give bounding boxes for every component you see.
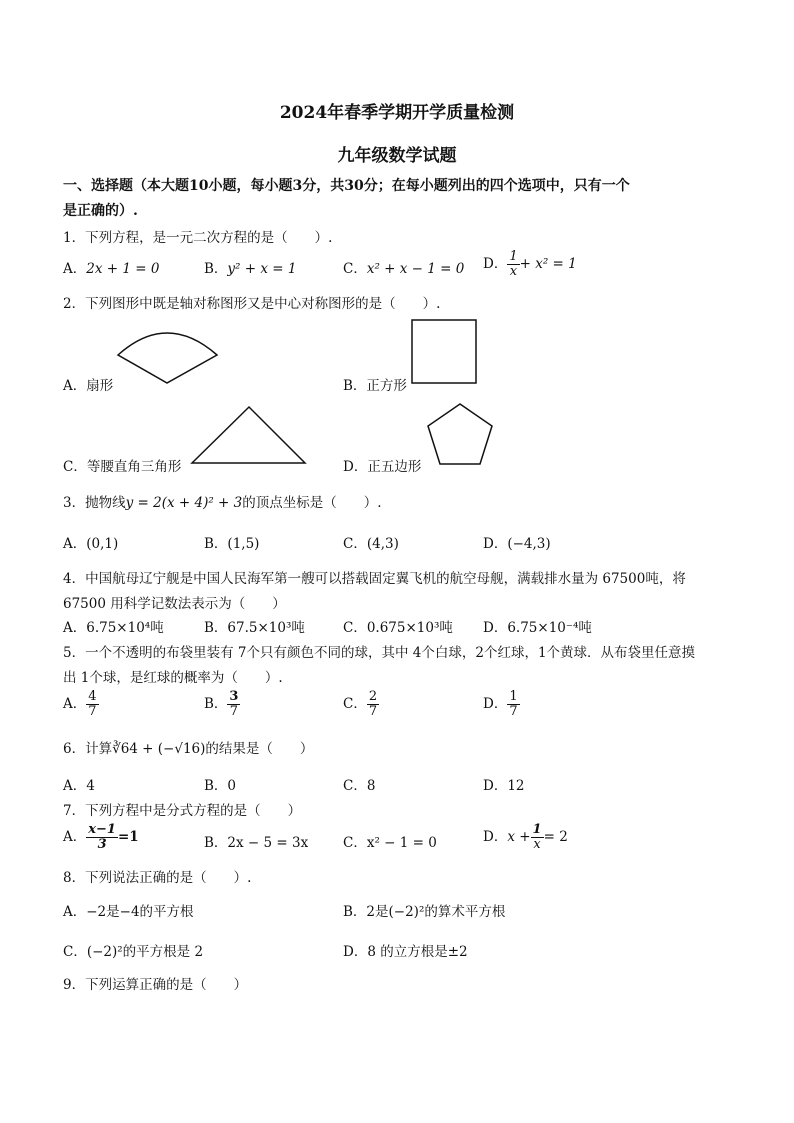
q3-option-d [483, 532, 551, 552]
q1-option-d-expr: + x² = 1 [519, 256, 577, 272]
q5-option-d [483, 690, 520, 719]
section-heading-line1: 一、选择题（本大题10小题，每小题3分，共30分；在每小题列出的四个选项中，只有一个 [63, 178, 630, 194]
q2-option-a: A．扇形 [63, 378, 114, 394]
q5-option-a-fraction [86, 690, 98, 719]
isosceles-right-triangle-figure [190, 404, 308, 466]
question-4-stem-line1: 4．中国航母辽宁舰是中国人民海军第一艘可以搭载固定翼飞机的航空母舰，满载排水量为 67500吨，将 [63, 571, 686, 587]
q2-option-d: D．正五边形 [343, 459, 422, 475]
q5-a-denominator: 7 [88, 704, 97, 719]
q6-option-b: B．0 [204, 778, 237, 794]
question-2-stem: 2．下列图形中既是轴对称图形又是中心对称图形的是（ ）. [63, 296, 441, 312]
q7-option-d-fraction [531, 823, 544, 852]
question-8-stem: 8．下列说法正确的是（ ）. [63, 870, 252, 886]
q1-option-a [63, 257, 159, 277]
q2-option-c: C．等腰直角三角形 [63, 459, 182, 475]
q6-option-a: A．4 [63, 778, 95, 794]
question-9-stem: 9．下列运算正确的是（ ） [63, 977, 248, 993]
q6-stem-expr: ∛64 + (−√16) [112, 741, 206, 757]
q1-option-d-fraction [507, 250, 519, 279]
square-figure [411, 319, 477, 385]
question-6-stem [63, 737, 313, 757]
q3-option-a-value: (0,1) [86, 536, 119, 552]
q5-option-c-label: C． [343, 696, 367, 712]
q7-option-d [483, 823, 568, 852]
q5-b-numerator: 3 [229, 689, 239, 704]
q3-stem-post: 的顶点坐标是（ ）. [242, 495, 382, 511]
q5-d-numerator: 1 [509, 689, 518, 704]
sector-figure [115, 323, 220, 386]
regular-pentagon-figure [426, 402, 494, 466]
q5-option-c-fraction [367, 690, 379, 719]
q3-option-b-value: (1,5) [227, 536, 260, 552]
question-1-stem: 1．下列方程，是一元二次方程的是（ ）. [63, 230, 333, 246]
q1-option-b-expr: y² + x = 1 [227, 261, 297, 277]
q5-a-numerator: 4 [88, 689, 97, 704]
sector-outline [118, 333, 217, 383]
q6-option-c: C．8 [343, 778, 376, 794]
q1-option-d-label: D． [483, 256, 508, 272]
q4-option-b: B．67.5×10³吨 [204, 620, 305, 636]
q5-option-c [343, 690, 379, 719]
q1-option-b-label: B． [204, 261, 228, 277]
q7-d-denominator: x [533, 837, 541, 852]
q3-option-c-label: C． [343, 536, 367, 552]
q7-a-denominator: 3 [97, 837, 107, 852]
q2-option-b: B．正方形 [343, 378, 407, 394]
q5-option-b [204, 690, 240, 719]
question-4-stem-line2: 67500 用科学记数法表示为（ ） [63, 596, 286, 612]
q1-d-numerator: 1 [509, 249, 518, 264]
q4-option-d: D．6.75×10⁻⁴吨 [483, 620, 592, 636]
q5-option-a [63, 690, 99, 719]
q1-d-denominator: x [509, 264, 518, 279]
question-5-stem-line1: 5．一个不透明的布袋里装有 7个只有颜色不同的球，其中 4个白球，2个红球，1个黄球．从布袋里任意摸 [63, 645, 696, 661]
q1-option-c-expr: x² + x − 1 = 0 [366, 261, 465, 277]
q7-option-b: B．2x − 5 = 3x [204, 835, 309, 851]
question-3-stem [63, 491, 382, 511]
q4-option-c: C．0.675×10³吨 [343, 620, 453, 636]
q1-option-c [343, 257, 464, 277]
q5-d-denominator: 7 [509, 704, 518, 719]
triangle-outline [192, 407, 305, 463]
q7-option-a [63, 823, 139, 852]
question-7-stem: 7．下列方程中是分式方程的是（ ） [63, 803, 302, 819]
q7-option-a-fraction [86, 823, 118, 852]
q7-d-numerator: 1 [532, 822, 542, 837]
section-heading-line2: 是正确的）. [63, 203, 138, 219]
q7-option-d-lhs: x + [507, 829, 531, 845]
q5-option-d-label: D． [483, 696, 508, 712]
q7-option-d-label: D． [483, 829, 508, 845]
q5-c-denominator: 7 [368, 704, 378, 719]
q3-stem-pre: 3．抛物线 [63, 495, 126, 511]
exam-subtitle: 九年级数学试题 [337, 146, 457, 166]
q5-b-denominator: 7 [229, 704, 239, 719]
q8-option-a: A．−2是−4的平方根 [63, 904, 194, 920]
q8-option-d: D．8 的立方根是±2 [343, 944, 468, 960]
q3-option-a-label: A． [63, 536, 87, 552]
question-5-stem-line2: 出 1个球，是红球的概率为（ ）. [63, 670, 283, 686]
q8-option-c: C．(−2)²的平方根是 2 [63, 944, 204, 960]
q5-option-d-fraction [507, 690, 519, 719]
q7-option-a-rhs: =1 [117, 829, 139, 845]
square-outline [412, 320, 476, 383]
q8-option-b: B．2是(−2)²的算术平方根 [343, 904, 506, 920]
q3-option-b [204, 532, 259, 552]
q3-option-a [63, 532, 118, 552]
q5-c-numerator: 2 [368, 689, 378, 704]
q7-option-c: C．x² − 1 = 0 [343, 835, 437, 851]
q5-option-b-label: B． [204, 696, 228, 712]
q7-a-numerator: x−1 [88, 822, 116, 837]
q1-option-b [204, 257, 296, 277]
q5-option-a-label: A． [63, 696, 87, 712]
q1-option-a-label: A． [63, 261, 87, 277]
q6-option-d: D．12 [483, 778, 525, 794]
q6-stem-post: 的结果是（ ） [205, 741, 314, 757]
q3-stem-expr: y = 2(x + 4)² + 3 [125, 495, 243, 511]
q4-option-a: A．6.75×10⁴吨 [63, 620, 164, 636]
q1-option-c-label: C． [343, 261, 367, 277]
q3-option-d-label: D． [483, 536, 508, 552]
pentagon-outline [428, 404, 492, 464]
q1-option-a-expr: 2x + 1 = 0 [86, 261, 160, 277]
exam-title: 2024年春季学期开学质量检测 [279, 103, 515, 123]
q1-option-d [483, 250, 577, 279]
q3-option-c [343, 532, 399, 552]
q7-option-a-label: A． [63, 829, 87, 845]
q3-option-d-value: (−4,3) [507, 536, 551, 552]
q7-option-d-rhs: = 2 [543, 829, 568, 845]
q6-stem-pre: 6．计算 [63, 741, 113, 757]
q3-option-b-label: B． [204, 536, 228, 552]
q3-option-c-value: (4,3) [366, 536, 399, 552]
q5-option-b-fraction [227, 690, 240, 719]
